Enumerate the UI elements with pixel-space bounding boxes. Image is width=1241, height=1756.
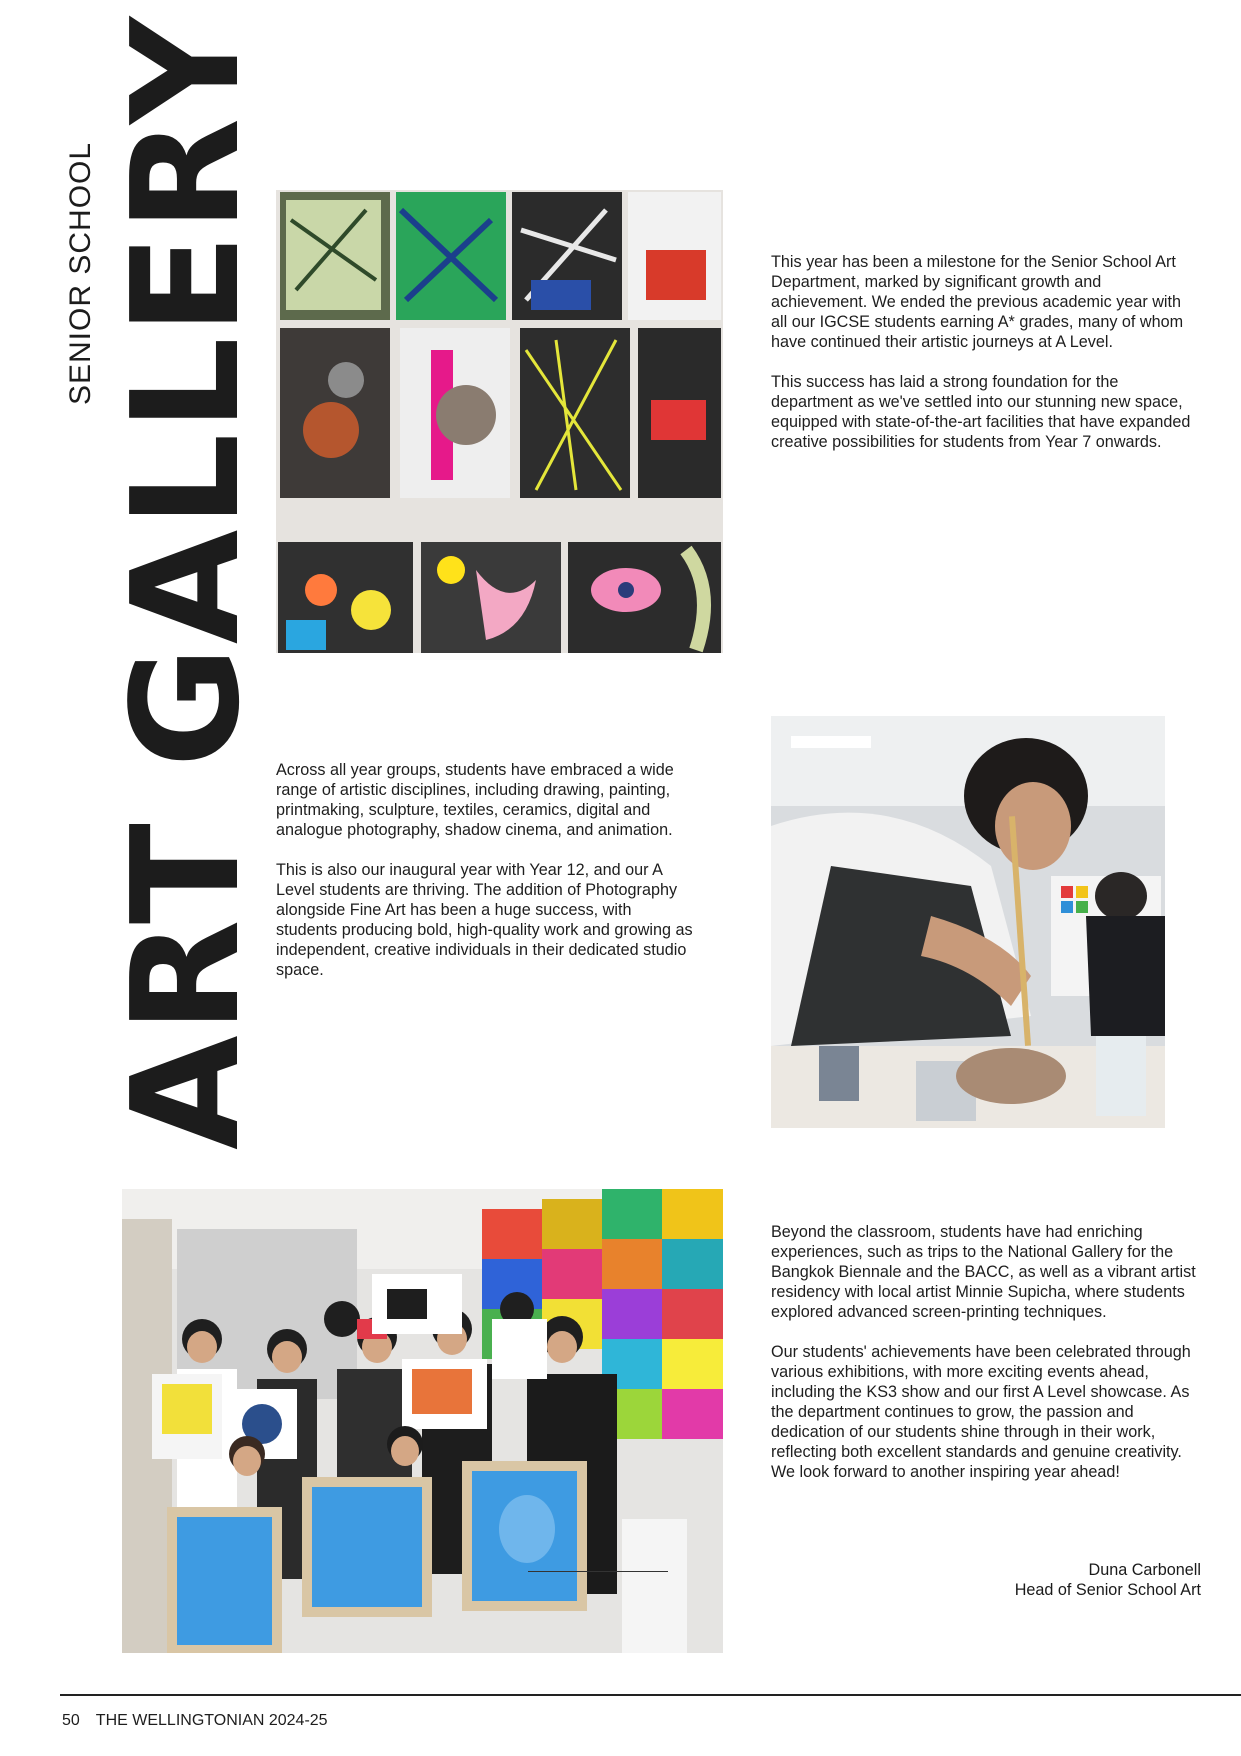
section-label: SENIOR SCHOOL xyxy=(64,141,97,405)
group-screenprint-photo xyxy=(122,1189,723,1653)
disciplines-text xyxy=(276,760,696,1000)
page-footer xyxy=(62,1712,344,1730)
closing-paragraph-2: Our students' achievements have been celebrated through various exhibitions, with more exciting events ahead, including the KS3 show and our first A Level showcase. As the department continues to grow, the passion and dedication of our students shine through in their work, reflecting both excellent standards and genuine creativity. We look forward to another inspiring year ahead! xyxy=(771,1343,1191,1481)
student-painting-photo xyxy=(771,716,1165,1128)
closing-paragraph-1: Beyond the classroom, students have had enriching experiences, such as trips to the National Gallery for the Bangkok Biennale and the BACC, as well as a vibrant artist residency with local artist Minnie Supicha, where students explored advanced screen-printing techniques. xyxy=(771,1223,1196,1321)
publication-name: THE WELLINGTONIAN 2024-25 xyxy=(95,1712,328,1729)
signature xyxy=(801,1560,1201,1600)
disciplines-paragraph-1: Across all year groups, students have embraced a wide range of artistic disciplines, including drawing, painting, printmaking, sculpture, textiles, ceramics, digital and analogue photography, shadow cinema, and animation. xyxy=(276,761,674,839)
footer-rule xyxy=(60,1694,1241,1696)
signature-line xyxy=(528,1571,668,1572)
signature-role: Head of Senior School Art xyxy=(1014,1581,1201,1599)
artwork-collage-photo xyxy=(276,190,723,653)
intro-paragraph-1: This year has been a milestone for the Senior School Art Department, marked by significant growth and achievement. We ended the previous academic year with all our IGCSE students earning A* grades, many of whom have continued their artistic journeys at A Level. xyxy=(771,253,1184,351)
intro-paragraph-2: This success has laid a strong foundation for the department as we've settled into our stunning new space, equipped with state-of-the-art facilities that have expanded creative possibilities for students from Year 7 onwards. xyxy=(771,373,1191,451)
closing-text xyxy=(771,1222,1201,1502)
page-title: ART GALLERY xyxy=(100,14,272,1150)
intro-text xyxy=(771,252,1191,472)
page-number: 50 xyxy=(62,1712,80,1729)
signature-name: Duna Carbonell xyxy=(1088,1561,1201,1579)
disciplines-paragraph-2: This is also our inaugural year with Year 12, and our A Level students are thriving. The addition of Photography alongside Fine Art has been a huge success, with students producing bold, high-quality work and growing as independent, creative individuals in their dedicated studio space. xyxy=(276,861,693,979)
